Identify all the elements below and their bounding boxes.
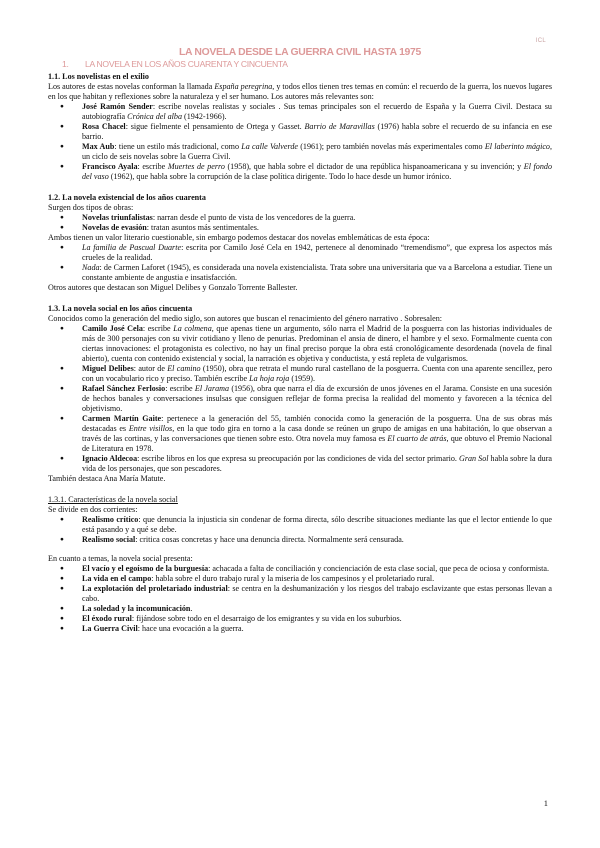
page-number: 1 xyxy=(543,798,548,808)
list-item: ● Nada: de Carmen Laforet (1945), es considerada una novela existencialista. Trata sobre una universitaria que va a Barcelona a estudiar. Tiene un constante ambiente de angustia e insatisfacción. xyxy=(48,263,552,283)
list-item: ● Carmen Martín Gaite: pertenece a la generación del 55, también conocida como la generación de la posguerra. Una de sus obras más destacadas es Entre visillos, en la que todo gira en torno a la casa donde se reúnen un grupo de amigas en una habitación, lo que observan a través de las cortinas, y las conversaciones que tienen sobre esto. Otra novela muy famosa es El cuarto de atrás, que obtuvo el Premio Nacional de Literatura en 1978. xyxy=(48,414,552,454)
subtitle-number: 1. xyxy=(62,59,69,69)
novel-types-list xyxy=(48,213,552,233)
heading-1-1: 1.1. Los novelistas en el exilio xyxy=(48,72,149,81)
list-item: ● Rafael Sánchez Ferlosio: escribe El Jarama (1956), obra que narra el día de excursión de unos jóvenes en el Jarama. Consiste en una sucesión de hechos banales y conversaciones insulsas que consiguen reflejar de forma precisa la realidad del momento y favorecen a la técnica del objetivismo. xyxy=(48,384,552,414)
subtitle-text: LA NOVELA EN LOS AÑOS CUARENTA Y CINCUENTA xyxy=(85,59,288,69)
list-item: ● Novelas de evasión: tratan asuntos más sentimentales. xyxy=(48,223,552,233)
exile-authors-list xyxy=(48,102,552,182)
list-item: ● La familia de Pascual Duarte: escrita por Camilo José Cela en 1942, pertenece al denominado “tremendismo”, que expresa los aspectos más crueles de la realidad. xyxy=(48,243,552,263)
social-authors-list xyxy=(48,324,552,474)
list-item: ● Miguel Delibes: autor de El camino (1950), obra que retrata el mundo rural castellano de la posguerra. Cuenta con una aparente sencillez, pero con un vocabulario rico y preciso. También escribe La hoja roja (1959). xyxy=(48,364,552,384)
list-item: ● José Ramón Sender: escribe novelas realistas y sociales . Sus temas principales son el recuerdo de España y la Guerra Civil. Destaca su autobiografía Crónica del alba (1942-1966). xyxy=(48,102,552,122)
list-item: ● La Guerra Civil: hace una evocación a la guerra. xyxy=(48,624,552,634)
heading-1-3: 1.3. La novela social en los años cincuenta xyxy=(48,304,193,313)
document-body xyxy=(48,48,552,634)
list-item: ● La soledad y la incomunicación. xyxy=(48,604,552,614)
corner-mark: ICL xyxy=(535,38,546,44)
paragraph-generation-intro: Conocidos como la generación del medio siglo, son autores que buscan el renacimiento del género narrativo . Sobresalen: xyxy=(48,314,443,323)
list-item: ● Rosa Chacel: sigue fielmente el pensamiento de Ortega y Gasset. Barrio de Maravillas (1976) habla sobre el recuerdo de su infancia en ese barrio. xyxy=(48,122,552,142)
currents-list xyxy=(48,515,552,545)
section-subtitle xyxy=(62,59,552,69)
paragraph-types-intro: Surgen dos tipos de obras: xyxy=(48,203,134,212)
list-item: ● Realismo social: critica cosas concretas y hace una denuncia directa. Normalmente será censurada. xyxy=(48,535,552,545)
paragraph-also-highlights: También destaca Ana María Matute. xyxy=(48,474,166,483)
list-item: ● Max Aub: tiene un estilo más tradicional, como La calle Valverde (1961); pero también novelas más experimentales como El laberinto mágico, un ciclo de seis novelas sobre la Guerra Civil. xyxy=(48,142,552,162)
paragraph-exile-intro: Los autores de estas novelas conforman la llamada España peregrina, y todos ellos tienen tres temas en común: el recuerdo de la guerra, los nuevos lugares en los que habitan y reflexiones sobre la naturaleza y el ser humano. Los autores más relevantes son: xyxy=(48,82,552,101)
list-item: ● Novelas triunfalistas: narran desde el punto de vista de los vencedores de la guerra. xyxy=(48,213,552,223)
heading-1-2: 1.2. La novela existencial de los años cuarenta xyxy=(48,193,206,202)
list-item: ● El vacío y el egoísmo de la burguesía: achacada a falta de conciliación y concienciación de esta clase social, que peca de ociosa y conformista. xyxy=(48,564,552,574)
emblematic-novels-list xyxy=(48,243,552,283)
paragraph-themes-intro: En cuanto a temas, la novela social presenta: xyxy=(48,554,193,563)
paragraph-other-authors: Otros autores que destacan son Miguel Delibes y Gonzalo Torrente Ballester. xyxy=(48,283,298,292)
list-item: ● Realismo crítico: que denuncia la injusticia sin condenar de forma directa, sólo describe situaciones mediante las que el lector entiende lo que está pasando y a qué se debe. xyxy=(48,515,552,535)
list-item: ● La vida en el campo: habla sobre el duro trabajo rural y la miseria de los campesinos y el proletariado rural. xyxy=(48,574,552,584)
paragraph-emblematic-intro: Ambos tienen un valor literario cuestionable, sin embargo podemos destacar dos novelas emblemáticas de esta época: xyxy=(48,233,430,242)
list-item: ● Francisco Ayala: escribe Muertes de perro (1958), que habla sobre el dictador de una república hispanoamericana y su invención; y El fondo del vaso (1962), que habla sobre la corrupción de la clase política dirigente. Todo lo hace desde un humor irónico. xyxy=(48,162,552,182)
list-item: ● El éxodo rural: fijándose sobre todo en el desarraigo de los emigrantes y su vida en los suburbios. xyxy=(48,614,552,624)
paragraph-currents-intro: Se divide en dos corrientes: xyxy=(48,505,138,514)
page-title: LA NOVELA DESDE LA GUERRA CIVIL HASTA 1975 xyxy=(178,47,421,58)
list-item: ● Camilo José Cela: escribe La colmena, que apenas tiene un argumento, sólo narra el Madrid de la posguerra con las historias individuales de más de 300 personajes con su vivir cotidiano y lleno de penurias. Predominan el ansia de dinero, el hambre y el sexo. Formalmente cuenta con ciertas innovaciones: el protagonista es colectivo, no hay un final preciso porque la obra está cronológicamente desordenada (novela de final abierto), cuenta con contenido existencial y social, la narración es objetiva y conductista, y está repleta de vulgarismos. xyxy=(48,324,552,364)
list-item: ● Ignacio Aldecoa: escribe libros en los que expresa su preocupación por las condiciones de vida del sector primario. Gran Sol habla sobre la dura vida de los personajes, que son pescadores. xyxy=(48,454,552,474)
heading-1-3-1: 1.3.1. Características de la novela social xyxy=(48,495,178,504)
themes-list xyxy=(48,564,552,634)
list-item: ● La explotación del proletariado industrial: se centra en la deshumanización y los riesgos del trabajo esclavizante que estas personas llevan a cabo. xyxy=(48,584,552,604)
